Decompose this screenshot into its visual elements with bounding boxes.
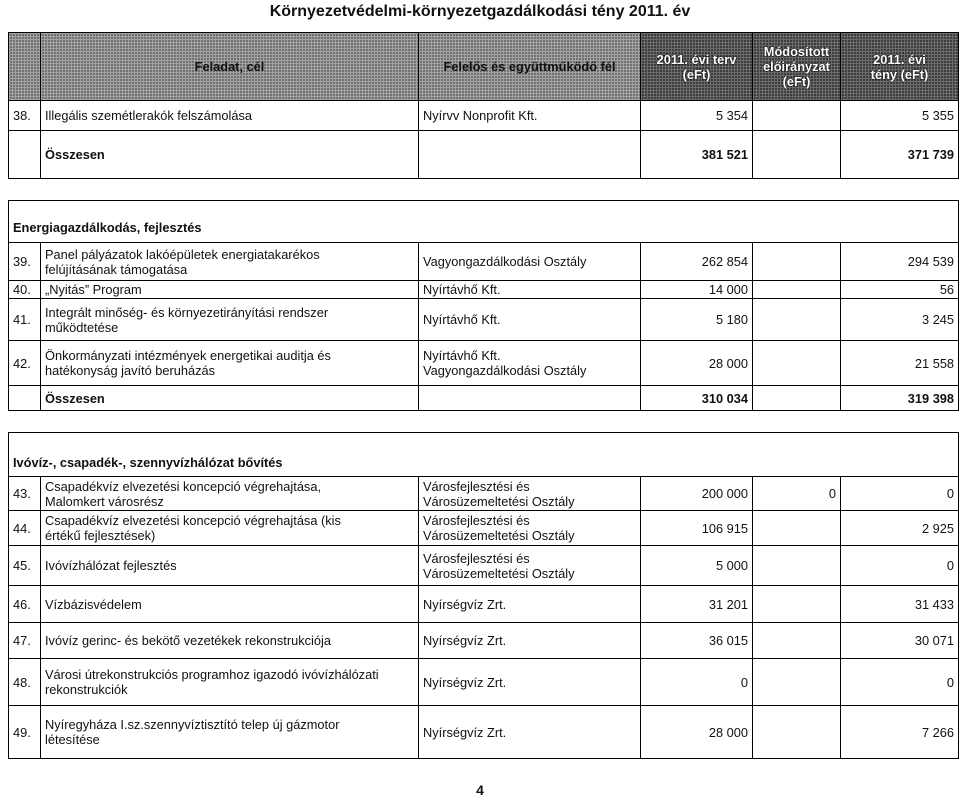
responsible-cell: Vagyongazdálkodási Osztály [419,243,641,281]
actual-cell: 7 266 [841,706,959,759]
page-title: Környezetvédelmi-környezetgazdálkodási tény 2011. év [269,3,691,20]
actual-cell: 3 245 [841,299,959,341]
responsible-cell: Nyírségvíz Zrt. [419,586,641,623]
table-body [9,33,959,179]
modified-cell [753,546,841,586]
task-cell: Panel pályázatok lakóépületek energiatakarékos felújításának támogatása [41,243,419,281]
responsible-cell: Városfejlesztési és Városüzemeltetési Osztály [419,511,641,546]
table-body [9,433,959,759]
row-number: 41. [9,299,41,341]
plan-cell: 31 201 [641,586,753,623]
plan-cell: 28 000 [641,341,753,386]
table-body [9,201,959,411]
total-responsible [419,131,641,179]
total-label: Összesen [41,386,419,411]
modified-cell [753,586,841,623]
modified-cell [753,243,841,281]
modified-cell: 0 [753,477,841,511]
modified-cell [753,623,841,659]
row-number: 43. [9,477,41,511]
row-number: 48. [9,659,41,706]
row-number: 40. [9,281,41,299]
table-row [9,623,959,659]
responsible-cell: Nyírvv Nonprofit Kft. [419,101,641,131]
modified-cell [753,706,841,759]
header-cell-number [9,33,41,101]
total-actual: 319 398 [841,386,959,411]
row-number: 49. [9,706,41,759]
actual-cell: 31 433 [841,586,959,623]
actual-cell: 0 [841,477,959,511]
total-label: Összesen [41,131,419,179]
row-number: 45. [9,546,41,586]
header-cell-modified: Módosított előirányzat (eFt) [753,33,841,101]
responsible-cell: Nyírtávhő Kft. [419,281,641,299]
table-row [9,341,959,386]
row-number: 47. [9,623,41,659]
page-number: 4 [476,782,484,798]
section-title-row [9,201,959,243]
actual-cell: 21 558 [841,341,959,386]
total-number [9,131,41,179]
plan-cell: 5 354 [641,101,753,131]
actual-cell: 5 355 [841,101,959,131]
total-number [9,386,41,411]
task-cell: Csapadékvíz elvezetési koncepció végrehajtása, Malomkert városrész [41,477,419,511]
responsible-cell: Nyírtávhő Kft. Vagyongazdálkodási Osztály [419,341,641,386]
plan-cell: 5 000 [641,546,753,586]
responsible-cell: Városfejlesztési és Városüzemeltetési Osztály [419,546,641,586]
section-title: Energiagazdálkodás, fejlesztés [9,201,959,243]
modified-cell [753,101,841,131]
table-row [9,281,959,299]
table-row [9,546,959,586]
table-row [9,243,959,281]
plan-cell: 28 000 [641,706,753,759]
actual-cell: 56 [841,281,959,299]
responsible-cell: Városfejlesztési és Városüzemeltetési Osztály [419,477,641,511]
responsible-cell: Nyírségvíz Zrt. [419,659,641,706]
section-title-row [9,433,959,477]
plan-cell: 36 015 [641,623,753,659]
section-table [8,32,959,179]
plan-cell: 106 915 [641,511,753,546]
task-cell: „Nyitás” Program [41,281,419,299]
task-cell: Integrált minőség- és környezetirányítási rendszer működtetése [41,299,419,341]
total-actual: 371 739 [841,131,959,179]
header-cell-actual: 2011. évi tény (eFt) [841,33,959,101]
modified-cell [753,659,841,706]
actual-cell: 0 [841,546,959,586]
table-row [9,706,959,759]
task-cell: Ivóvízhálózat fejlesztés [41,546,419,586]
actual-cell: 294 539 [841,243,959,281]
total-plan: 310 034 [641,386,753,411]
total-modified [753,131,841,179]
modified-cell [753,299,841,341]
task-cell: Önkormányzati intézmények energetikai auditja és hatékonyság javító beruházás [41,341,419,386]
row-number: 38. [9,101,41,131]
total-modified [753,386,841,411]
plan-cell: 0 [641,659,753,706]
plan-cell: 200 000 [641,477,753,511]
task-cell: Illegális szemétlerakók felszámolása [41,101,419,131]
plan-cell: 5 180 [641,299,753,341]
actual-cell: 30 071 [841,623,959,659]
actual-cell: 2 925 [841,511,959,546]
row-number: 46. [9,586,41,623]
section-table [8,200,959,411]
header-cell-responsible: Felelős és együttműködő fél [419,33,641,101]
table-row [9,511,959,546]
task-cell: Nyíregyháza I.sz.szennyvíztisztító telep új gázmotor létesítése [41,706,419,759]
responsible-cell: Nyírségvíz Zrt. [419,623,641,659]
modified-cell [753,341,841,386]
task-cell: Csapadékvíz elvezetési koncepció végrehajtása (kis értékű fejlesztések) [41,511,419,546]
table-row [9,477,959,511]
total-responsible [419,386,641,411]
header-cell-task: Feladat, cél [41,33,419,101]
row-number: 44. [9,511,41,546]
task-cell: Vízbázisvédelem [41,586,419,623]
total-row [9,131,959,179]
plan-cell: 14 000 [641,281,753,299]
modified-cell [753,281,841,299]
plan-cell: 262 854 [641,243,753,281]
table-row [9,101,959,131]
table-row [9,659,959,706]
row-number: 42. [9,341,41,386]
row-number: 39. [9,243,41,281]
task-cell: Ivóvíz gerinc- és bekötő vezetékek rekonstrukciója [41,623,419,659]
actual-cell: 0 [841,659,959,706]
section-title: Ivóvíz-, csapadék-, szennyvízhálózat bővítés [9,433,959,477]
section-table [8,432,959,759]
modified-cell [753,511,841,546]
table-header-row [9,33,959,101]
responsible-cell: Nyírtávhő Kft. [419,299,641,341]
table-row [9,586,959,623]
responsible-cell: Nyírségvíz Zrt. [419,706,641,759]
task-cell: Városi útrekonstrukciós programhoz igazodó ivóvízhálózati rekonstrukciók [41,659,419,706]
total-row [9,386,959,411]
total-plan: 381 521 [641,131,753,179]
table-row [9,299,959,341]
header-cell-plan: 2011. évi terv (eFt) [641,33,753,101]
